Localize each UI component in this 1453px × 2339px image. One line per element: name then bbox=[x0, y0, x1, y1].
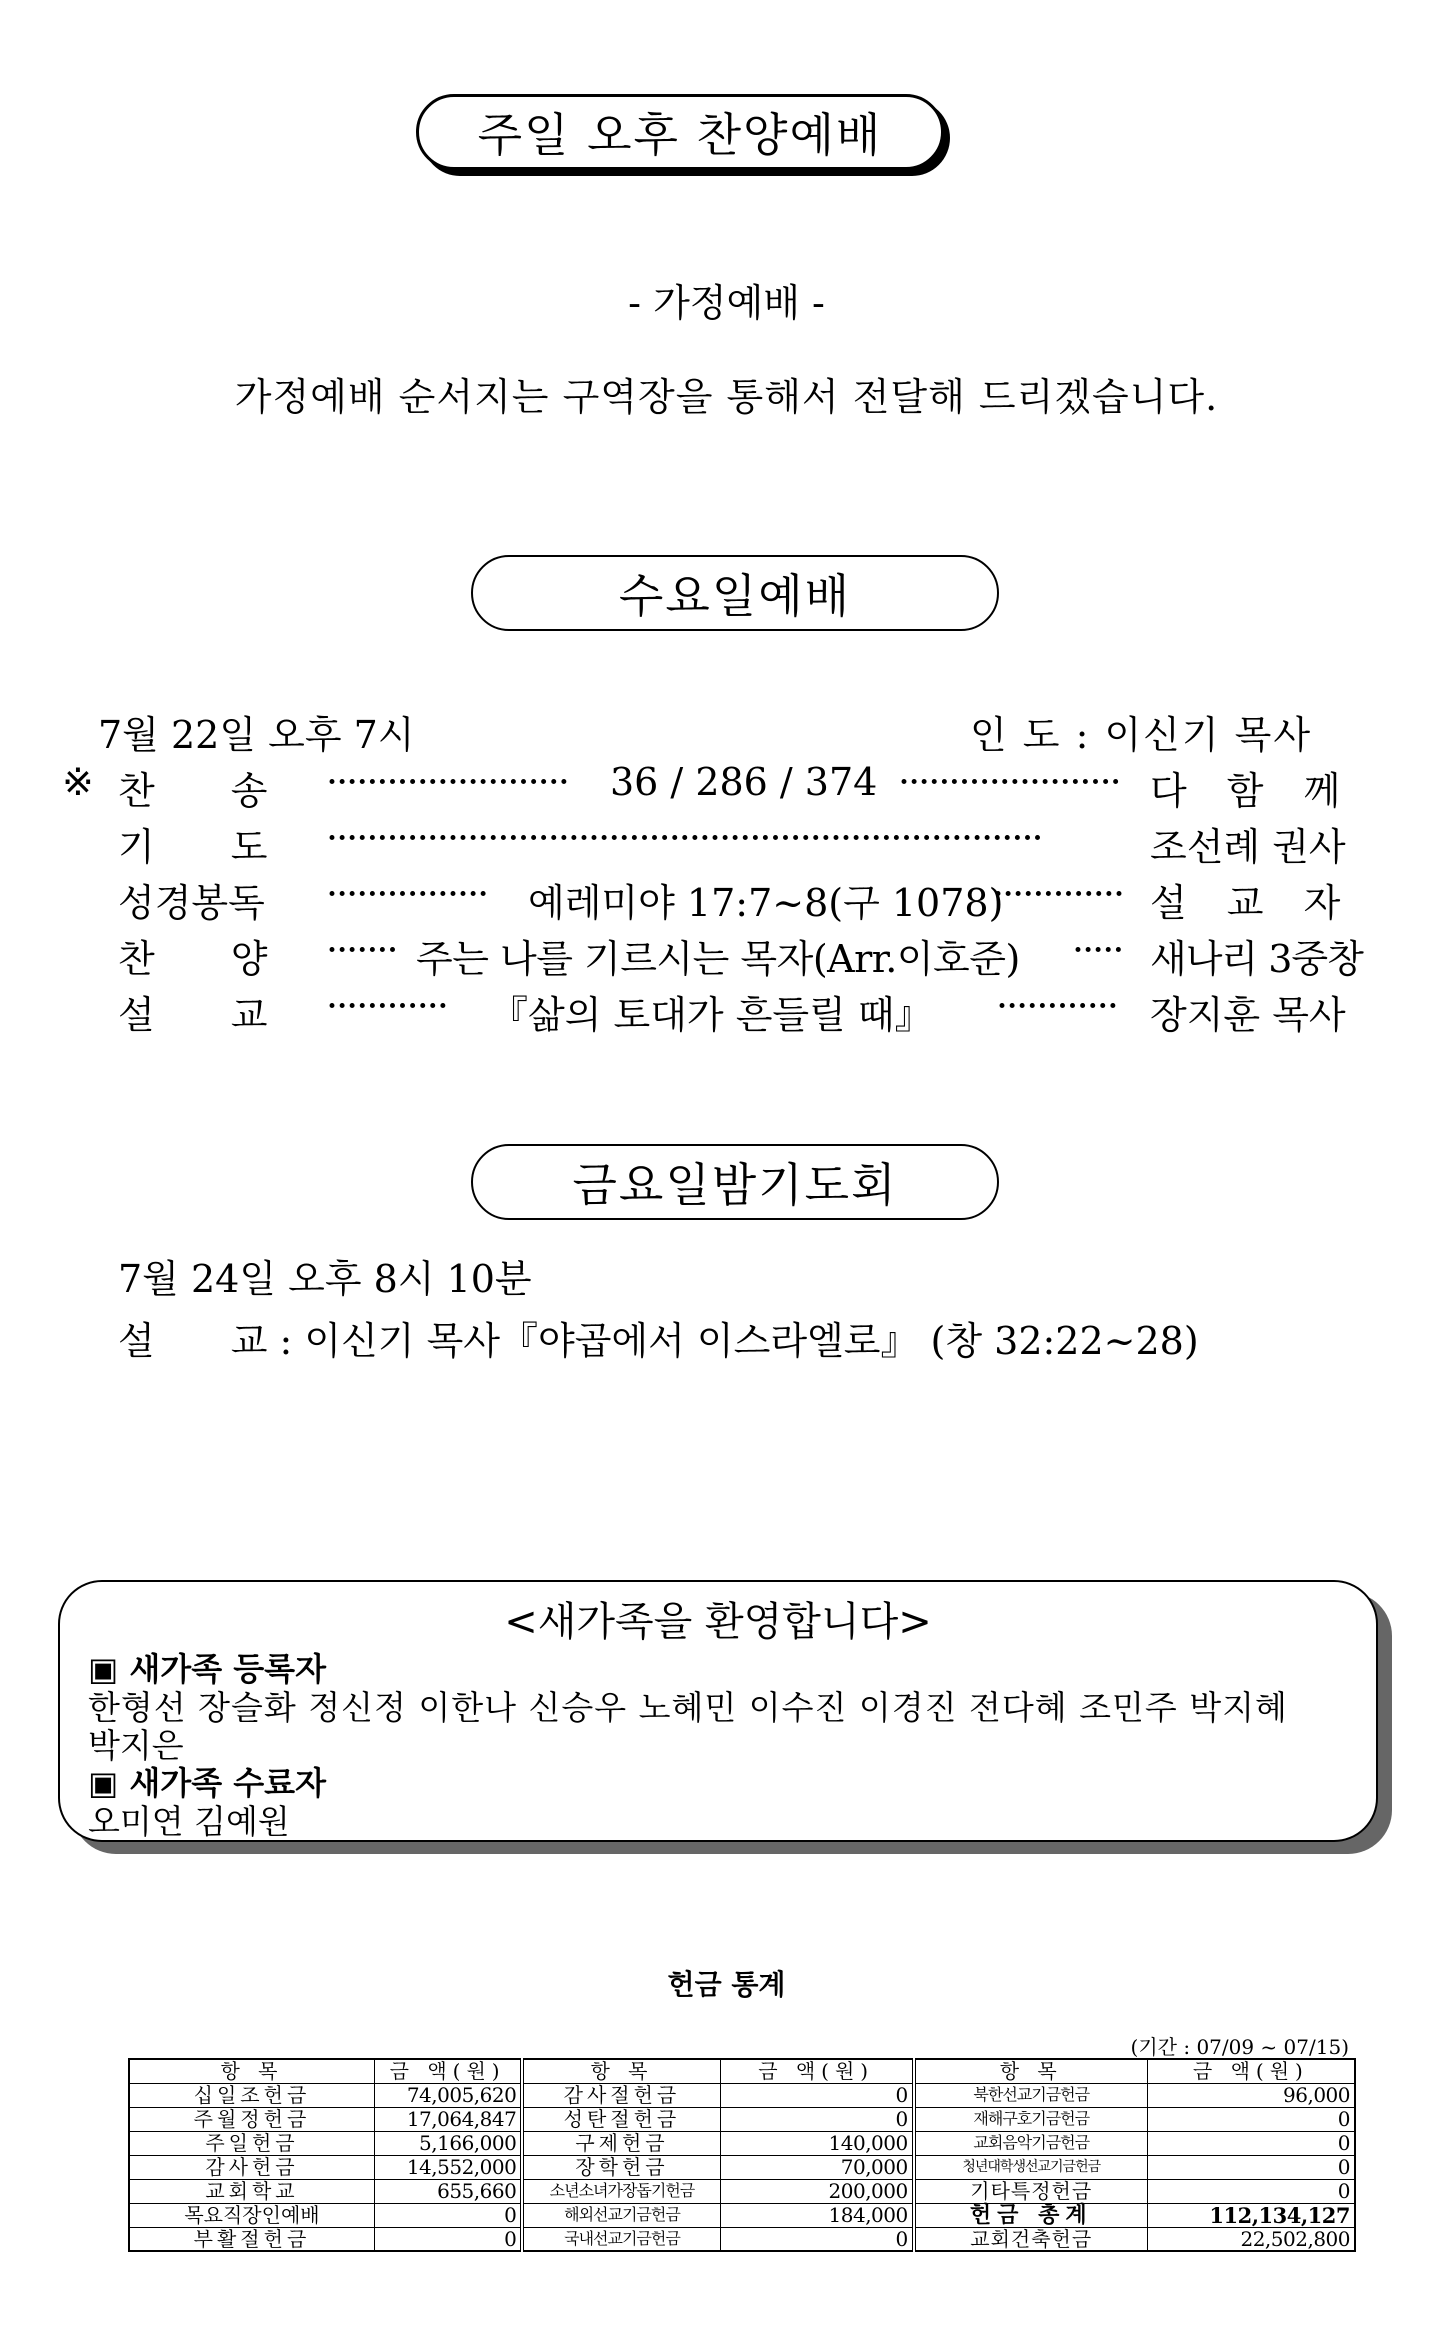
order-person: 새나리 3중창 bbox=[1150, 937, 1363, 981]
item-name: 해외선교기금헌금 bbox=[522, 2203, 720, 2227]
item-name: 교회건축헌금 bbox=[914, 2227, 1148, 2251]
column-header: 항 목 bbox=[129, 2059, 374, 2083]
item-name: 국내선교기금헌금 bbox=[522, 2227, 720, 2251]
item-name: 부활절헌금 bbox=[129, 2227, 374, 2251]
registered-names: 한형선 장슬화 정신정 이한나 신승우 노혜민 이수진 이경진 전다혜 조민주 박지혜 bbox=[88, 1688, 1288, 1727]
table-row bbox=[129, 2179, 1355, 2203]
item-name: 십일조헌금 bbox=[129, 2083, 374, 2107]
item-amount: 0 bbox=[720, 2107, 914, 2131]
item-name: 주일헌금 bbox=[129, 2131, 374, 2155]
reference-mark: ※ bbox=[62, 760, 94, 804]
item-amount: 0 bbox=[1147, 2131, 1355, 2155]
order-leader-dots: ························ bbox=[326, 760, 568, 804]
item-amount: 0 bbox=[374, 2203, 522, 2227]
order-leader-dots: ····· bbox=[1072, 928, 1123, 972]
item-amount: 0 bbox=[374, 2227, 522, 2251]
order-row-hymn bbox=[60, 760, 1360, 816]
column-header: 항 목 bbox=[914, 2059, 1148, 2083]
order-content: 36 / 286 / 374 bbox=[610, 760, 878, 804]
total-amount: 112,134,127 bbox=[1147, 2203, 1355, 2227]
offering-stats-title: 헌금 통계 bbox=[667, 1968, 786, 2001]
family-worship-subtitle: - 가정예배 - bbox=[628, 281, 825, 325]
friday-sermon: 설 교 : 이신기 목사『야곱에서 이스라엘로』 (창 32:22~28) bbox=[118, 1319, 1199, 1363]
order-leader-dots: ······· bbox=[326, 928, 397, 972]
item-amount: 0 bbox=[720, 2227, 914, 2251]
order-row-choir bbox=[60, 928, 1363, 984]
item-amount: 17,064,847 bbox=[374, 2107, 522, 2131]
table-row bbox=[129, 2107, 1355, 2131]
table-header-row bbox=[129, 2059, 1355, 2083]
completed-heading: ▣ 새가족 수료자 bbox=[88, 1764, 326, 1802]
item-name: 북한선교기금헌금 bbox=[914, 2083, 1148, 2107]
item-name: 감사헌금 bbox=[129, 2155, 374, 2179]
column-header: 항 목 bbox=[522, 2059, 720, 2083]
item-name: 감사절헌금 bbox=[522, 2083, 720, 2107]
order-person: 장지훈 목사 bbox=[1150, 993, 1346, 1037]
item-name: 성탄절헌금 bbox=[522, 2107, 720, 2131]
column-header: 금 액(원) bbox=[720, 2059, 914, 2083]
item-name: 청년대학생선교기금헌금 bbox=[914, 2155, 1148, 2179]
item-amount: 22,502,800 bbox=[1147, 2227, 1355, 2251]
friday-title: 금요일밤기도회 bbox=[572, 1158, 898, 1212]
offering-table bbox=[128, 2058, 1356, 2252]
friday-datetime: 7월 24일 오후 8시 10분 bbox=[118, 1257, 532, 1301]
order-label: 설 교 bbox=[118, 993, 268, 1037]
table-row bbox=[129, 2083, 1355, 2107]
order-content: 주는 나를 기르시는 목자(Arr.이호준) bbox=[416, 937, 1020, 981]
item-name: 교회음악기금헌금 bbox=[914, 2131, 1148, 2155]
order-content: 예레미야 17:7~8(구 1078) bbox=[528, 881, 1004, 925]
item-amount: 0 bbox=[1147, 2179, 1355, 2203]
item-amount: 14,552,000 bbox=[374, 2155, 522, 2179]
order-label: 기 도 bbox=[118, 825, 268, 869]
column-header: 금 액(원) bbox=[374, 2059, 522, 2083]
item-amount: 200,000 bbox=[720, 2179, 914, 2203]
welcome-title: <새가족을 환영합니다> bbox=[504, 1599, 932, 1645]
order-person: 조선례 권사 bbox=[1150, 825, 1346, 869]
order-content: 『삶의 토대가 흔들릴 때』 bbox=[490, 993, 933, 1037]
order-row-sermon bbox=[60, 984, 1360, 1040]
completed-names: 오미연 김예원 bbox=[88, 1802, 290, 1841]
registered-names-cont: 박지은 bbox=[88, 1726, 184, 1765]
order-row-scripture bbox=[60, 872, 1360, 928]
item-amount: 74,005,620 bbox=[374, 2083, 522, 2107]
item-amount: 70,000 bbox=[720, 2155, 914, 2179]
table-row bbox=[129, 2227, 1355, 2251]
order-person: 설 교 자 bbox=[1150, 881, 1355, 925]
total-label: 헌금 총계 bbox=[914, 2203, 1148, 2227]
item-name: 교회학교 bbox=[129, 2179, 374, 2203]
table-row bbox=[129, 2131, 1355, 2155]
registered-heading: ▣ 새가족 등록자 bbox=[88, 1650, 326, 1688]
sunday-title-box bbox=[416, 94, 944, 170]
order-label: 성경봉독 bbox=[118, 881, 265, 925]
table-row bbox=[129, 2155, 1355, 2179]
item-amount: 655,660 bbox=[374, 2179, 522, 2203]
friday-title-box bbox=[471, 1144, 999, 1220]
order-leader-dots: ············ bbox=[996, 984, 1117, 1028]
item-amount: 140,000 bbox=[720, 2131, 914, 2155]
order-leader-dots: ······················ bbox=[898, 760, 1120, 804]
wednesday-title-box bbox=[471, 555, 999, 631]
item-amount: 0 bbox=[720, 2083, 914, 2107]
order-leader-dots: ················ bbox=[326, 872, 488, 916]
order-person: 다 함 께 bbox=[1150, 769, 1355, 813]
item-amount: 0 bbox=[1147, 2155, 1355, 2179]
wednesday-leader: 인 도 : 이신기 목사 bbox=[970, 713, 1313, 757]
family-worship-notice: 가정예배 순서지는 구역장을 통해서 전달해 드리겠습니다. bbox=[234, 375, 1219, 419]
item-name: 주월정헌금 bbox=[129, 2107, 374, 2131]
order-row-prayer bbox=[60, 816, 1360, 872]
table-row bbox=[129, 2203, 1355, 2227]
order-leader-dots: ············· bbox=[992, 872, 1124, 916]
offering-period: (기간 : 07/09 ~ 07/15) bbox=[1130, 2035, 1349, 2059]
item-name: 목요직장인예배 bbox=[129, 2203, 374, 2227]
welcome-box bbox=[58, 1580, 1378, 1842]
item-name: 재해구호기금헌금 bbox=[914, 2107, 1148, 2131]
item-amount: 184,000 bbox=[720, 2203, 914, 2227]
column-header: 금 액(원) bbox=[1147, 2059, 1355, 2083]
wednesday-title: 수요일예배 bbox=[618, 569, 852, 623]
wednesday-datetime: 7월 22일 오후 7시 bbox=[98, 713, 415, 757]
item-name: 구제헌금 bbox=[522, 2131, 720, 2155]
order-label: 찬 송 bbox=[118, 769, 268, 813]
item-name: 소년소녀가장돕기헌금 bbox=[522, 2179, 720, 2203]
item-name: 장학헌금 bbox=[522, 2155, 720, 2179]
item-amount: 0 bbox=[1147, 2107, 1355, 2131]
order-leader-dots: ······································································· bbox=[326, 816, 1042, 860]
item-amount: 5,166,000 bbox=[374, 2131, 522, 2155]
item-name: 기타특정헌금 bbox=[914, 2179, 1148, 2203]
item-amount: 96,000 bbox=[1147, 2083, 1355, 2107]
order-leader-dots: ············ bbox=[326, 984, 447, 1028]
sunday-title: 주일 오후 찬양예배 bbox=[477, 108, 883, 162]
order-label: 찬 양 bbox=[118, 937, 268, 981]
